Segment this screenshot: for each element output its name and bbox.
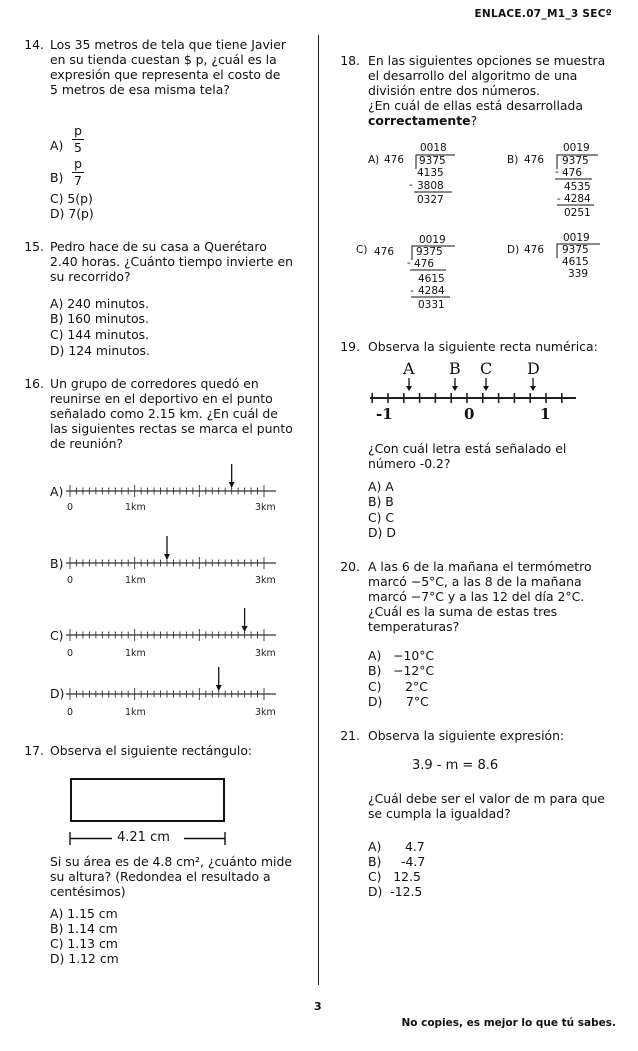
q17-option-a[interactable]: A) 1.15 cm: [50, 906, 118, 921]
div-a-label: A): [368, 154, 380, 166]
q16-line-4: las siguientes rectas se marca el punto: [50, 421, 293, 436]
q16-line-2: reunirse en el deportivo en el punto: [50, 391, 273, 406]
q19-title: Observa la siguiente recta numérica:: [368, 339, 598, 354]
div-d-dividend: 9375: [562, 244, 589, 256]
div-d-row-2: 339: [568, 268, 589, 280]
q20-line-1: A las 6 de la mañana el termómetro: [368, 559, 592, 574]
div-c-minus-1: -: [407, 257, 411, 269]
q21-option-b[interactable]: B) -4.7: [368, 854, 426, 869]
q19-option-a[interactable]: A) A: [368, 479, 394, 494]
tick-label-1km: 1km: [125, 648, 146, 659]
q18-line-3: división entre dos números.: [368, 83, 541, 98]
div-b-dividend: 9375: [562, 155, 589, 167]
q20-option-d[interactable]: D) 7°C: [368, 694, 429, 709]
tick-label-1km: 1km: [125, 575, 146, 586]
div-b-row-4: 0251: [564, 207, 591, 219]
q14-option-c[interactable]: C) 5(p): [50, 191, 93, 206]
div-b-row-3: 4284: [564, 193, 591, 205]
page-number: 3: [314, 1000, 322, 1013]
div-d-label: D): [507, 244, 520, 256]
div-b-quotient: 0019: [563, 142, 590, 154]
q19-line-1: ¿Con cuál letra está señalado el: [368, 441, 567, 456]
q14-b-denominator: 7: [74, 173, 82, 188]
tick-label-0: 0: [67, 707, 74, 718]
q17-option-c[interactable]: C) 1.13 cm: [50, 936, 118, 951]
q18-number: 18.: [340, 53, 360, 68]
q18-line-1: En las siguientes opciones se muestra: [368, 53, 606, 68]
q16-option-b[interactable]: B): [50, 556, 64, 571]
tick-label-3km: 3km: [255, 502, 276, 513]
div-c-label: C): [356, 244, 368, 256]
q16-line-5: de reunión?: [50, 436, 124, 451]
q15-option-d[interactable]: D) 124 minutos.: [50, 343, 150, 358]
q16-option-c[interactable]: C): [50, 628, 64, 643]
q14-line-2: en su tienda cuestan $ p, ¿cuál es la: [50, 52, 277, 67]
q19-letter-b: B: [449, 359, 461, 378]
q20-number: 20.: [340, 559, 360, 574]
q21-option-d[interactable]: D) -12.5: [368, 884, 423, 899]
tick-label-3km: 3km: [255, 648, 276, 659]
q21-option-a[interactable]: A) 4.7: [368, 839, 425, 854]
footer-motto: No copies, es mejor lo que tú sabes.: [401, 1017, 616, 1029]
q16-option-d[interactable]: D): [50, 686, 65, 701]
q21-title: Observa la siguiente expresión:: [368, 728, 565, 743]
q14-line-1: Los 35 metros de tela que tiene Javier: [50, 37, 286, 52]
q18-line-4: ¿En cuál de ellas está desarrollada: [368, 98, 583, 113]
q17-line-2: su altura? (Redondea el resultado a: [50, 869, 271, 884]
div-c-divisor: 476: [374, 246, 395, 258]
div-b-row-2: 4535: [564, 181, 591, 193]
q14-b-numerator: p: [74, 156, 82, 171]
q21-option-c[interactable]: C) 12.5: [368, 869, 421, 884]
div-b-label: B): [507, 154, 519, 166]
q14-a-numerator: p: [74, 123, 82, 138]
q20-option-a[interactable]: A) −10°C: [368, 648, 435, 663]
q19-letter-a: A: [403, 359, 415, 378]
tick-label-0: 0: [67, 648, 74, 659]
q14-number: 14.: [24, 37, 44, 52]
q21-expression: 3.9 - m = 8.6: [412, 758, 499, 773]
div-a-dividend: 9375: [419, 155, 446, 167]
q21-line-1: ¿Cuál debe ser el valor de m para que: [368, 791, 605, 806]
q17-option-b[interactable]: B) 1.14 cm: [50, 921, 118, 936]
q21-line-2: se cumpla la igualdad?: [368, 806, 511, 821]
q16-line-1: Un grupo de corredores quedó en: [50, 376, 259, 391]
q15-line-2: 2.40 horas. ¿Cuánto tiempo invierte en: [50, 254, 293, 269]
q19-letter-d: D: [527, 359, 540, 378]
div-b-minus-2: -: [557, 193, 561, 205]
q17-number: 17.: [24, 743, 44, 758]
q20-line-5: temperaturas?: [368, 619, 460, 634]
arrow-head-icon: [406, 386, 412, 391]
div-c-row-1: 476: [414, 258, 435, 270]
div-c-row-2: 4615: [418, 273, 445, 285]
div-a-row-2: 3808: [417, 180, 444, 192]
q17-title: Observa el siguiente rectángulo:: [50, 743, 253, 758]
div-a-divisor: 476: [384, 154, 405, 166]
q19-letter-c: C: [480, 359, 493, 378]
q19-number-1: 1: [540, 405, 551, 423]
div-d-quotient: 0019: [563, 232, 590, 244]
div-d-row-1: 4615: [562, 256, 589, 268]
tick-label-1km: 1km: [125, 707, 146, 718]
q17-line-1: Si su área es de 4.8 cm², ¿cuánto mide: [50, 854, 292, 869]
q14-option-b-label[interactable]: B): [50, 170, 64, 185]
div-a-row-3: 0327: [417, 194, 444, 206]
div-c-quotient: 0019: [419, 234, 446, 246]
tick-label-0: 0: [67, 575, 74, 586]
q14-line-4: 5 metros de esa misma tela?: [50, 82, 230, 97]
q19-option-b[interactable]: B) B: [368, 494, 394, 509]
div-c-row-4: 0331: [418, 299, 445, 311]
q19-option-d[interactable]: D) D: [368, 525, 396, 540]
div-b-row-1: 476: [562, 167, 583, 179]
q19-line-2: número -0.2?: [368, 456, 451, 471]
q20-option-b[interactable]: B) −12°C: [368, 663, 435, 678]
q18-line-2: el desarrollo del algoritmo de una: [368, 68, 578, 83]
tick-label-3km: 3km: [255, 575, 276, 586]
q19-option-c[interactable]: C) C: [368, 510, 395, 525]
q14-a-denominator: 5: [74, 140, 82, 155]
q16-option-a[interactable]: A): [50, 484, 64, 499]
arrow-head-icon: [530, 386, 536, 391]
div-c-dividend: 9375: [416, 246, 443, 258]
q15-option-b[interactable]: B) 160 minutos.: [50, 311, 149, 326]
q19-number-minus-1: -1: [376, 405, 393, 423]
q16-number: 16.: [24, 376, 44, 391]
q19-number-0: 0: [464, 405, 475, 423]
q15-line-1: Pedro hace de su casa a Querétaro: [50, 239, 267, 254]
q20-line-4: ¿Cuál es la suma de estas tres: [368, 604, 558, 619]
q17-dimension-label: 4.21 cm: [117, 830, 170, 845]
q14-option-d[interactable]: D) 7(p): [50, 206, 94, 221]
div-b-divisor: 476: [524, 154, 545, 166]
q15-option-a[interactable]: A) 240 minutos.: [50, 296, 149, 311]
div-d-divisor: 476: [524, 244, 545, 256]
q15-number: 15.: [24, 239, 44, 254]
tick-label-1km: 1km: [125, 502, 146, 513]
div-a-quotient: 0018: [420, 142, 447, 154]
div-c-minus-2: -: [410, 285, 414, 297]
q18-emphasis-suffix: ?: [470, 113, 478, 128]
q16-line-3: señalado como 2.15 km. ¿En cuál de: [50, 406, 278, 421]
q17-option-d[interactable]: D) 1.12 cm: [50, 951, 119, 966]
q17-line-3: centésimos): [50, 884, 126, 899]
q19-number: 19.: [340, 339, 360, 354]
q20-line-2: marcó −5°C, a las 8 de la mañana: [368, 574, 582, 589]
q20-option-c[interactable]: C) 2°C: [368, 679, 428, 694]
tick-label-0: 0: [67, 502, 74, 513]
tick-label-3km: 3km: [255, 707, 276, 718]
q15-option-c[interactable]: C) 144 minutos.: [50, 327, 150, 342]
q21-number: 21.: [340, 728, 360, 743]
q14-line-3: expresión que representa el costo de: [50, 67, 281, 82]
div-a-minus: -: [409, 179, 413, 191]
div-c-row-3: 4284: [418, 285, 445, 297]
header-code: ENLACE.07_M1_3 SECº: [474, 8, 612, 20]
q14-option-a-label[interactable]: A): [50, 138, 64, 153]
q15-line-3: su recorrido?: [50, 269, 131, 284]
div-b-minus-1: -: [555, 166, 559, 178]
arrow-head-icon: [483, 386, 489, 391]
q18-emphasis: correctamente: [368, 113, 471, 128]
arrow-head-icon: [452, 386, 458, 391]
q20-line-3: marcó −7°C y a las 12 del día 2°C.: [368, 589, 585, 604]
div-a-row-1: 4135: [417, 167, 444, 179]
